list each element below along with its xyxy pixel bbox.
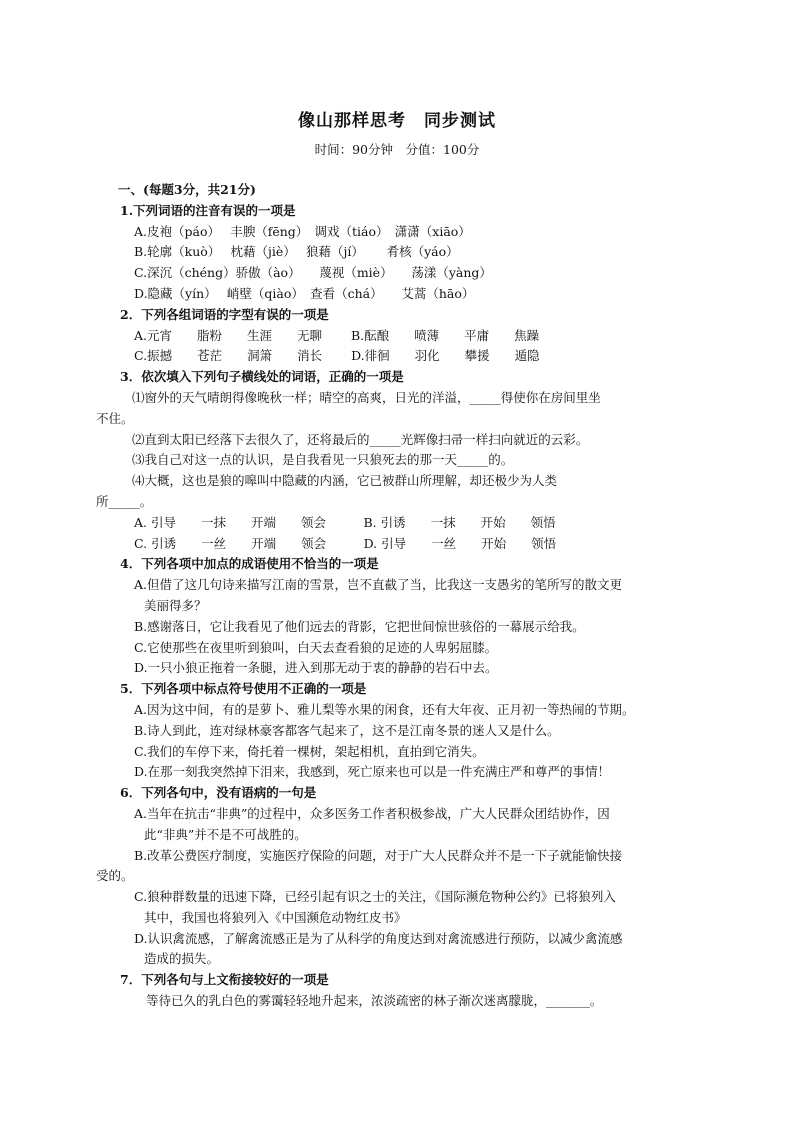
document-body [96,180,686,1012]
q5-option-d: D.在那一刻我突然掉下泪来，我感到，死亡原来也可以是一件充满庄严和尊严的事情！ [134,764,611,780]
q4-option-c: C.它使那些在夜里听到狼叫，白天去查看狼的足迹的人卑躬屈膝。 [134,639,498,655]
question-6-stem: 6．下列各句中，没有语病的一句是 [120,785,317,801]
q6-option-b-cont: 受的。 [96,868,134,884]
q3-sentence-3: ⑶我自己对这一点的认识，是自我看见一只狼死去的那一天_____的。 [132,452,514,468]
q4-option-a: A.但借了这几句诗来描写江南的雪景，岂不直截了当，比我这一支愚劣的笔所写的散文更 [134,577,623,593]
q3-sentence-4: ⑷大概，这也是狼的嗥叫中隐藏的内涵，它已被群山所理解，却还极少为人类 [132,473,558,489]
q5-option-a: A.因为这中间，有的是萝卜、雅儿梨等水果的闲食，还有大年夜、正月初一等热闹的节期。 [134,701,635,717]
question-4-stem: 4．下列各项中加点的成语使用不恰当的一项是 [120,556,379,572]
q3-sentence-2: ⑵直到太阳已经落下去很久了，还将最后的_____光辉像扫帚一样扫向就近的云彩。 [132,431,589,447]
q1-option-c: C.深沉（chéng）骄傲（ào） 蔑视（miè） 荡漾（yàng） [134,265,492,281]
q3-sentence-1: ⑴窗外的天气晴朗得像晚秋一样；晴空的高爽，日光的洋溢，_____得使你在房间里坐 [132,389,601,405]
q6-option-d: D.认识禽流感，了解禽流感正是为了从科学的角度达到对禽流感进行预防，以减少禽流感 [134,930,623,946]
q5-option-b: B.诗人到此，连对绿林豪客都客气起来了，这不是江南冬景的迷人又是什么。 [134,722,560,738]
q6-option-a-cont: 此“非典”并不是不可战胜的。 [144,826,307,842]
q3-options-ab: A. 引导 一抹 开端 领会 B. 引诱 一抹 开始 领悟 [134,514,556,530]
document-subtitle: 时间：90分钟 分值：100分 [314,142,480,157]
q4-option-a-cont: 美丽得多？ [144,597,207,613]
question-7-stem: 7．下列各句与上文衔接较好的一项是 [120,972,329,988]
q4-option-d: D.一只小狼正拖着一条腿，进入到那无动于衷的静静的岩石中去。 [134,660,498,676]
q3-options-cd: C. 引诱 一丝 开端 领会 D. 引导 一丝 开始 领悟 [134,535,557,551]
q7-passage: 等待已久的乳白色的雾霭轻轻地升起来，浓淡疏密的林子渐次迷离朦胧，_______。 [146,993,603,1009]
q1-option-d: D.隐藏（yín） 峭壁（qiào） 查看（chá） 艾蒿（hāo） [134,285,475,301]
q2-options-cd: C.振撼 苍茫 洞箫 消长 D.徘徊 羽化 攀援 遁隐 [134,348,540,364]
q5-option-c: C.我们的车停下来，倚托着一棵树，架起相机，直拍到它消失。 [134,743,485,759]
document-title: 像山那样思考 同步测试 [298,111,496,131]
q6-option-c: C.狼种群数量的迅速下降，已经引起有识之士的关注，《国际濒危物种公约》已将狼列入 [134,889,616,905]
q3-sentence-4-cont: 所_____。 [96,493,153,509]
q6-option-b: B.改革公费医疗制度，实施医疗保险的问题，对于广大人民群众并不是一下子就能愉快接 [134,847,623,863]
q1-option-a: A.皮袍（páo） 丰腴（fēng） 调戏（tiáo） 潇潇（xiāo） [134,223,471,239]
q1-option-b: B.轮廓（kuò） 枕藉（jiè） 狼藉（jí） 肴核（yáo） [134,244,459,260]
q4-option-b: B.感谢落日，它让我看见了他们远去的背影，它把世间惊世骇俗的一幕展示给我。 [134,618,585,634]
question-3-stem: 3．依次填入下列句子横线处的词语，正确的一项是 [120,369,404,385]
question-1-stem: 1.下列词语的注音有误的一项是 [120,202,296,218]
q6-option-d-cont: 造成的损失。 [144,951,220,967]
question-2-stem: 2．下列各组词语的字型有误的一项是 [120,306,329,322]
q3-sentence-1-cont: 不住。 [96,410,134,426]
question-5-stem: 5．下列各项中标点符号使用不正确的一项是 [120,681,367,697]
q6-option-c-cont: 其中，我国也将狼列入《中国濒危动物红皮书》 [144,909,407,925]
section-heading: 一、(每题3分，共21分) [118,182,256,197]
q6-option-a: A.当年在抗击“非典”的过程中，众多医务工作者积极参战，广大人民群众团结协作，因 [134,805,610,821]
q2-options-ab: A.元宵 脂粉 生涯 无聊 B.酝酿 喷薄 平庸 焦躁 [134,327,540,343]
